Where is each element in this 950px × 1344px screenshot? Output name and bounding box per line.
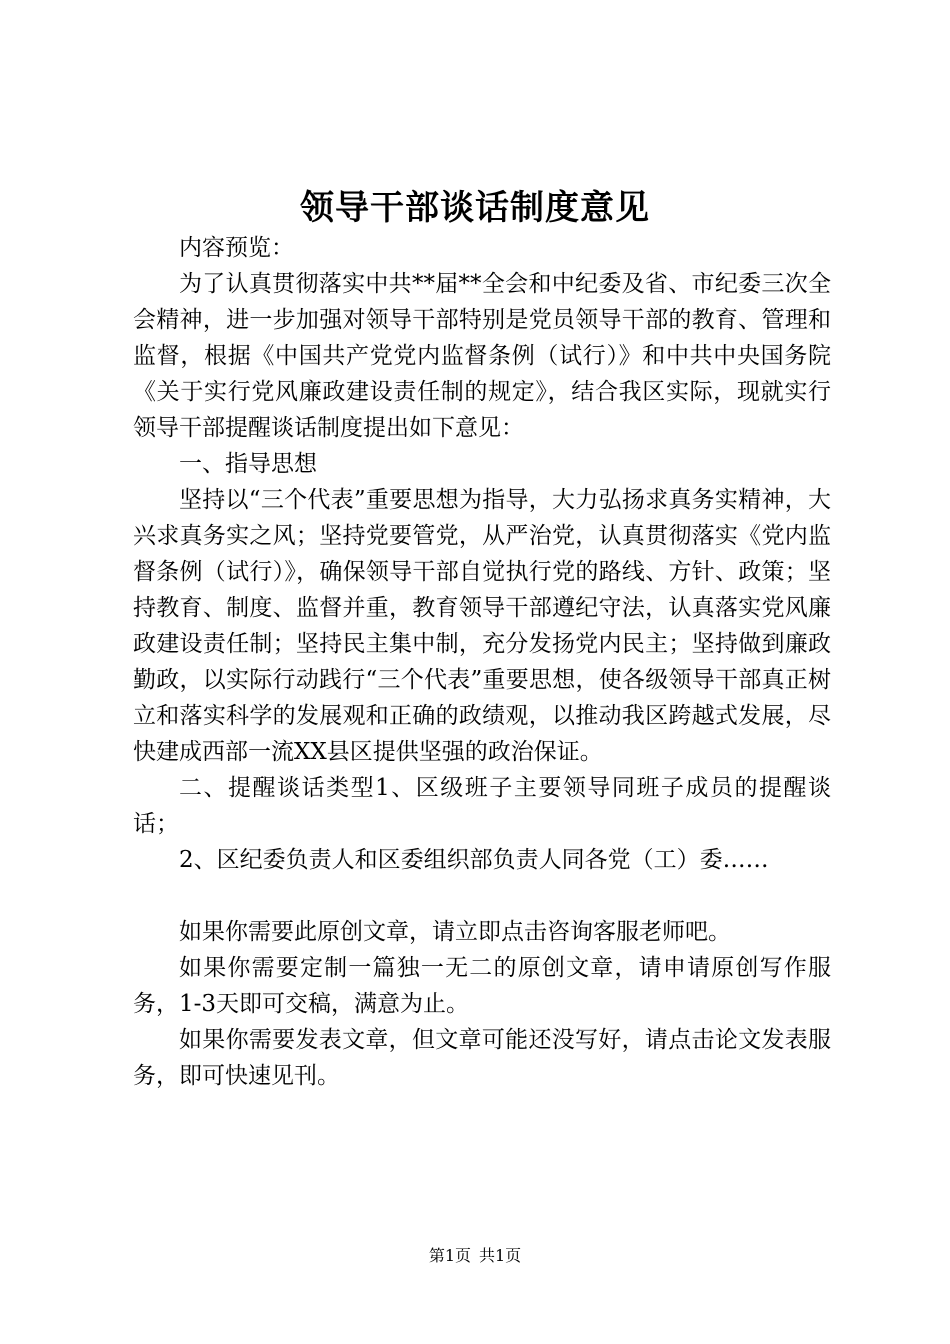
section-2-item-2: 2、区纪委负责人和区委组织部负责人同各党（工）委…… [179, 847, 769, 873]
service-link-consult[interactable]: 如果你需要此原创文章，请立即点击咨询客服老师吧。 [179, 919, 731, 945]
page-number: 第1页 [428, 1246, 471, 1265]
document-body [133, 230, 831, 1094]
document-title: 领导干部谈话制度意见 [300, 188, 650, 228]
service-link-publishing[interactable]: 如果你需要发表文章，但文章可能还没写好，请点击论文发表服务，即可快速见刊。 [133, 1027, 831, 1089]
section-1-body: 坚持以“三个代表”重要思想为指导，大力弘扬求真务实精神，大兴求真务实之风；坚持党要管党，从严治党，认真贯彻落实《党内监督条例（试行）》，确保领导干部自觉执行党的路线、方针、政策；坚持教育、制度、监督并重，教育领导干部遵纪守法，认真落实党风廉政建设责任制；坚持民主集中制，充分发扬党内民主；坚持做到廉政勤政，以实际行动践行“三个代表”重要思想，使各级领导干部真正树立和落实科学的发展观和正确的政绩观，以推动我区跨越式发展，尽快建成西部一流XX县区提供坚强的政治保证。 [133, 487, 831, 765]
section-1-heading: 一、指导思想 [179, 451, 317, 477]
intro-paragraph: 为了认真贯彻落实中共**届**全会和中纪委及省、市纪委三次全会精神，进一步加强对领导干部特别是党员领导干部的教育、管理和监督，根据《中国共产党党内监督条例（试行）》和中共中央国务院《关于实行党风廉政建设责任制的规定》，结合我区实际，现就实行领导干部提醒谈话制度提出如下意见： [133, 271, 831, 441]
service-link-custom-writing[interactable]: 如果你需要定制一篇独一无二的原创文章，请申请原创写作服务，1-3天即可交稿，满意为止。 [133, 955, 831, 1017]
page-footer [0, 1244, 950, 1268]
section-2-paragraph: 二、提醒谈话类型1、区级班子主要领导同班子成员的提醒谈话； [133, 775, 831, 837]
page-total: 共1页 [479, 1246, 522, 1265]
spacer [133, 878, 831, 914]
preview-label: 内容预览： [179, 235, 294, 261]
